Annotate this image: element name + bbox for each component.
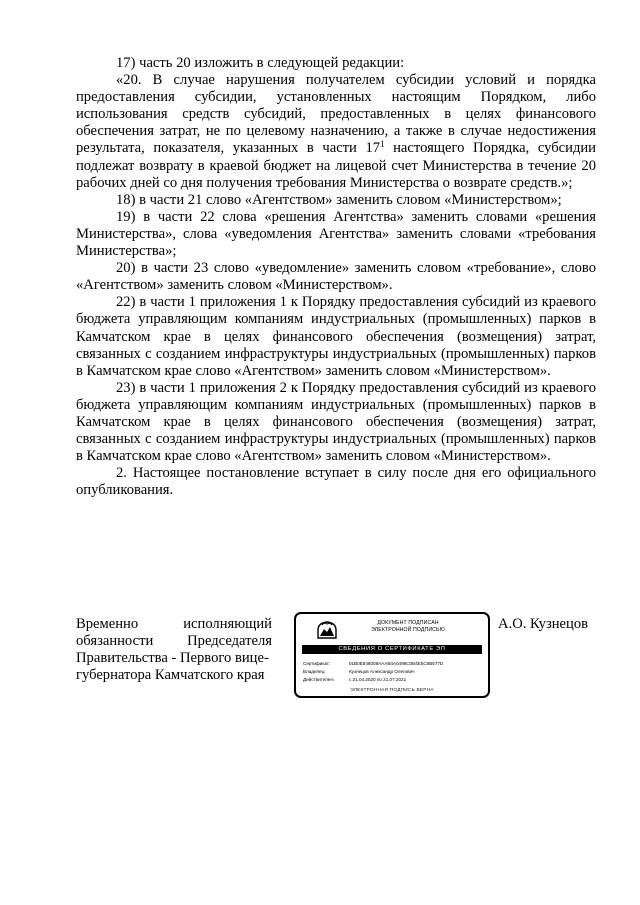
stamp-value: с 21.04.2020 по 21.07.2021 [349,677,407,682]
paragraph-2: 2. Настоящее постановление вступает в силу после дня его официального опубликования. [76,465,596,499]
stamp-value: 01B0E548008AAAB4A0498C0B4E5C6B577D [349,661,444,666]
stamp-value: Кузнецов Александр Олегович [349,669,415,674]
position-word: Председателя [187,633,272,650]
document-body [76,55,596,499]
position-line-4: губернатора Камчатского края [76,667,265,684]
paragraph-17: 17) часть 20 изложить в следующей редакции: [116,55,405,71]
position-line-3: Правительства - Первого вице- [76,650,269,667]
stamp-owner-row [303,669,415,675]
position-line-1 [76,616,272,633]
paragraph-17-text [76,72,596,192]
signatory-position [76,616,272,684]
paragraph-23: 23) в части 1 приложения 2 к Порядку предоставления субсидий из краевого бюджета управляющим компаниям индустриальных (промышленных) парков в Камчатском крае в целях финансового обеспечения (возмещения) затрат, связанных с созданием инфраструктуры индустриальных (промышленных) парков в Камчатском крае слово «Агентством» заменить словом «Министерством». [76,379,596,465]
paragraph-22: 22) в части 1 приложения 1 к Порядку предоставления субсидий из краевого бюджета управляющим компаниям индустриальных (промышленных) парков в Камчатском крае в целях финансового обеспечения (возмещения) затрат, связанных с созданием инфраструктуры индустриальных (промышленных) парков в Камчатском крае слово «Агентством» заменить словом «Министерством». [76,294,596,379]
coat-of-arms-icon [316,620,338,640]
paragraph-17-text-part2: настоящего Порядка, субсидии подлежат возврату в краевой бюджет на лицевой счет Министерства в течение 20 рабочих дней со дня получения требования Министерства о возврате средств.»; [76,140,596,191]
stamp-header-line: ДОКУМЕНТ ПОДПИСАН [377,620,439,626]
paragraph-17-text-part1: «20. В случае нарушения получателем субсидии условий и порядка предоставления субсидии, установленных настоящим Порядком, либо использования средств субсидий, предоставленных в целях финансового обеспечения затрат, не по целевому назначению, а также в случае недостижения результата, показателя, указанных в части 17 [76,72,596,157]
stamp-header-line: ЭЛЕКТРОННОЙ ПОДПИСЬЮ [371,627,445,633]
position-line-2 [76,633,272,650]
superscript: 1 [380,139,385,150]
paragraph-20: 20) в части 23 слово «уведомление» заменить словом «требование», слово «Агентством» заменить словом «Министерством». [76,260,596,294]
stamp-footer: ЭЛЕКТРОННАЯ ПОДПИСЬ ВЕРНА [350,688,434,693]
paragraph-19: 19) в части 22 слова «решения Агентства» заменить словами «решения Министерства», слова «уведомления Агентства» заменить словами «требования Министерства»; [76,208,596,260]
stamp-label: Сертификат: [303,661,331,666]
position-word: Временно [76,616,139,632]
electronic-signature-stamp [294,612,490,698]
stamp-label: Действителен: [303,677,335,682]
stamp-banner: СВЕДЕНИЯ О СЕРТИФИКАТЕ ЭП [302,645,482,654]
position-word: исполняющий [183,616,272,632]
paragraph-18: 18) в части 21 слово «Агентством» заменить словом «Министерством»; [116,191,562,208]
signatory-name: А.О. Кузнецов [498,616,589,632]
position-word: обязанности [76,633,154,650]
stamp-cert-row [303,661,443,667]
stamp-label: Владелец: [303,669,326,674]
stamp-header [348,620,468,634]
stamp-valid-row [303,677,406,683]
